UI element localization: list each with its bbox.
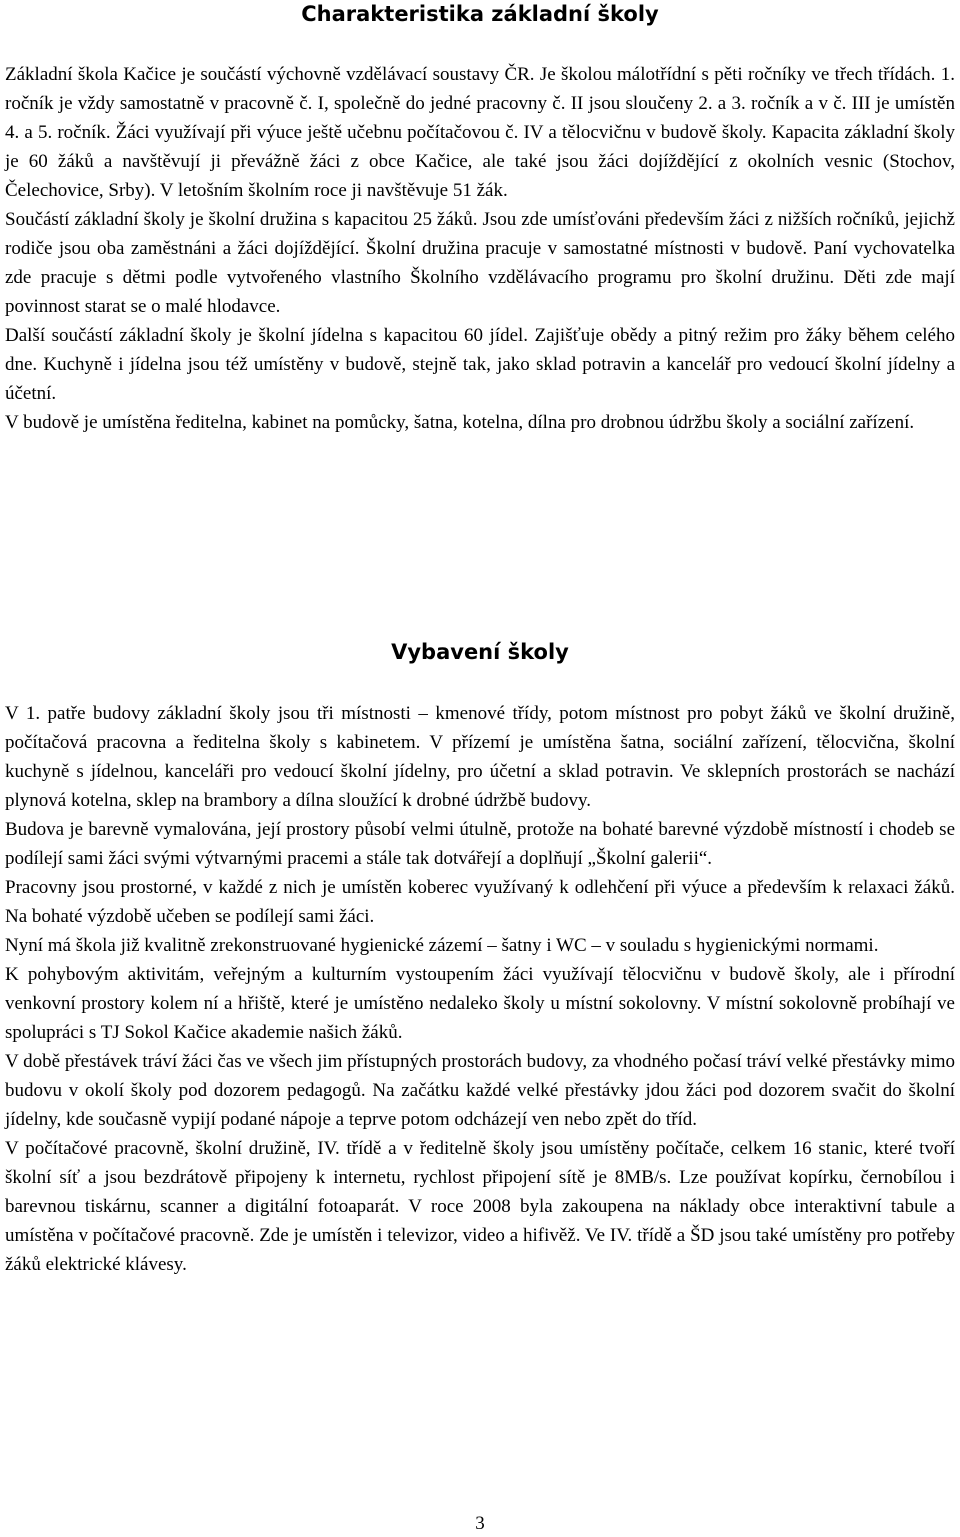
paragraph: V počítačové pracovně, školní družině, IV. třídě a v ředitelně školy jsou umístěny počítače, celkem 16 stanic, které tvoří školní síť a jsou bezdrátově připojeny k internetu, rychlost připojení sítě je 8MB/s. Lze používat kopírku, černobílou i barevnou tiskárnu, scanner a digitální fotoaparát. V roce 2008 byla zakoupena na náklady obce interaktivní tabule a umístěna v počítačové pracovně. Zde je umístěn i televizor, video a hifivěž. Ve IV. třídě a ŠD jsou také umístěny pro potřeby žáků elektrické klávesy. [5,1138,955,1275]
paragraph: V době přestávek tráví žáci čas ve všech jim přístupných prostorách budovy, za vhodného počasí tráví velké přestávky mimo budovu v okolí školy pod dozorem pedagogů. Na začátku každé velké přestávky jdou žáci pod dozorem svačit do školní jídelny, kde současně vypijí podané nápoje a teprve potom odcházejí ven nebo zpět do tříd. [5,1051,955,1130]
paragraph: Základní škola Kačice je součástí výchovně vzdělávací soustavy ČR. Je školou málotřídní s pěti ročníky ve třech třídách. 1. ročník je vždy samostatně v pracovně č. I, společně do jedné pracovny č. II jsou sloučeny 2. a 3. ročník a v č. III je umístěn 4. a 5. ročník. Žáci využívají při výuce ještě učebnu počítačovou č. IV a tělocvičnu v budově školy. Kapacita základní školy je 60 žáků a navštěvují ji převážně žáci z obce Kačice, ale také jsou žáci dojíždějící z okolních vesnic (Stochov, Čelechovice, Srby). V letošním školním roce ji navštěvuje 51 žák. [5,64,955,201]
paragraph: Další součástí základní školy je školní jídelna s kapacitou 60 jídel. Zajišťuje obědy a pitný režim pro žáky během celého dne. Kuchyně i jídelna jsou též umístěny v budově, stejně tak, jako sklad potravin a kancelář pro vedoucí školní jídelny a účetní. [5,325,955,404]
paragraph: Součástí základní školy je školní družina s kapacitou 25 žáků. Jsou zde umísťováni především žáci z nižších ročníků, jejichž rodiče jsou oba zaměstnáni a žáci dojíždějící. Školní družina pracuje v samostatné místnosti v budově. Paní vychovatelka zde pracuje s dětmi podle vytvořeného vlastního Školního vzdělávacího programu pro školní družinu. Děti zde mají povinnost starat se o malé hlodavce. [5,209,955,317]
paragraph: V budově je umístěna ředitelna, kabinet na pomůcky, šatna, kotelna, dílna pro drobnou údržbu školy a sociální zařízení. [5,412,915,433]
paragraph: Budova je barevně vymalována, její prostory působí velmi útulně, protože na bohaté barevné výzdobě místností i chodeb se podílejí sami žáci svými výtvarnými pracemi a stále tak dotvářejí a doplňují „Školní galerii“. [5,819,955,869]
section-title-characteristics: Charakteristika základní školy [301,2,659,26]
page-number: 3 [475,1513,485,1534]
section-equipment-body [5,699,955,1279]
paragraph: V 1. patře budovy základní školy jsou tři místnosti – kmenové třídy, potom místnost pro pobyt žáků ve školní družině, počítačová pracovna a ředitelna školy s kabinetem. V přízemí je umístěna šatna, sociální zařízení, tělocvična, školní kuchyně s jídelnou, kanceláři pro vedoucí školní jídelny, pro účetní a sklad potravin. Ve sklepních prostorách se nachází plynová kotelna, sklep na brambory a dílna sloužící k drobné údržbě budovy. [5,703,955,811]
section-characteristics-body [5,60,955,437]
section-title-equipment: Vybavení školy [391,640,569,664]
paragraph: Nyní má škola již kvalitně zrekonstruované hygienické zázemí – šatny i WC – v souladu s hygienickými normami. [5,935,879,956]
paragraph: Pracovny jsou prostorné, v každé z nich je umístěn koberec využívaný k odlehčení při výuce a především k relaxaci žáků. Na bohaté výzdobě učeben se podílejí sami žáci. [5,877,955,927]
paragraph: K pohybovým aktivitám, veřejným a kulturním vystoupením žáci využívají tělocvičnu v budově školy, ale i přírodní venkovní prostory kolem ní a hřiště, které je umístěno nedaleko školy u místní sokolovny. V místní sokolovně probíhají ve spolupráci s TJ Sokol Kačice akademie našich žáků. [5,964,955,1043]
